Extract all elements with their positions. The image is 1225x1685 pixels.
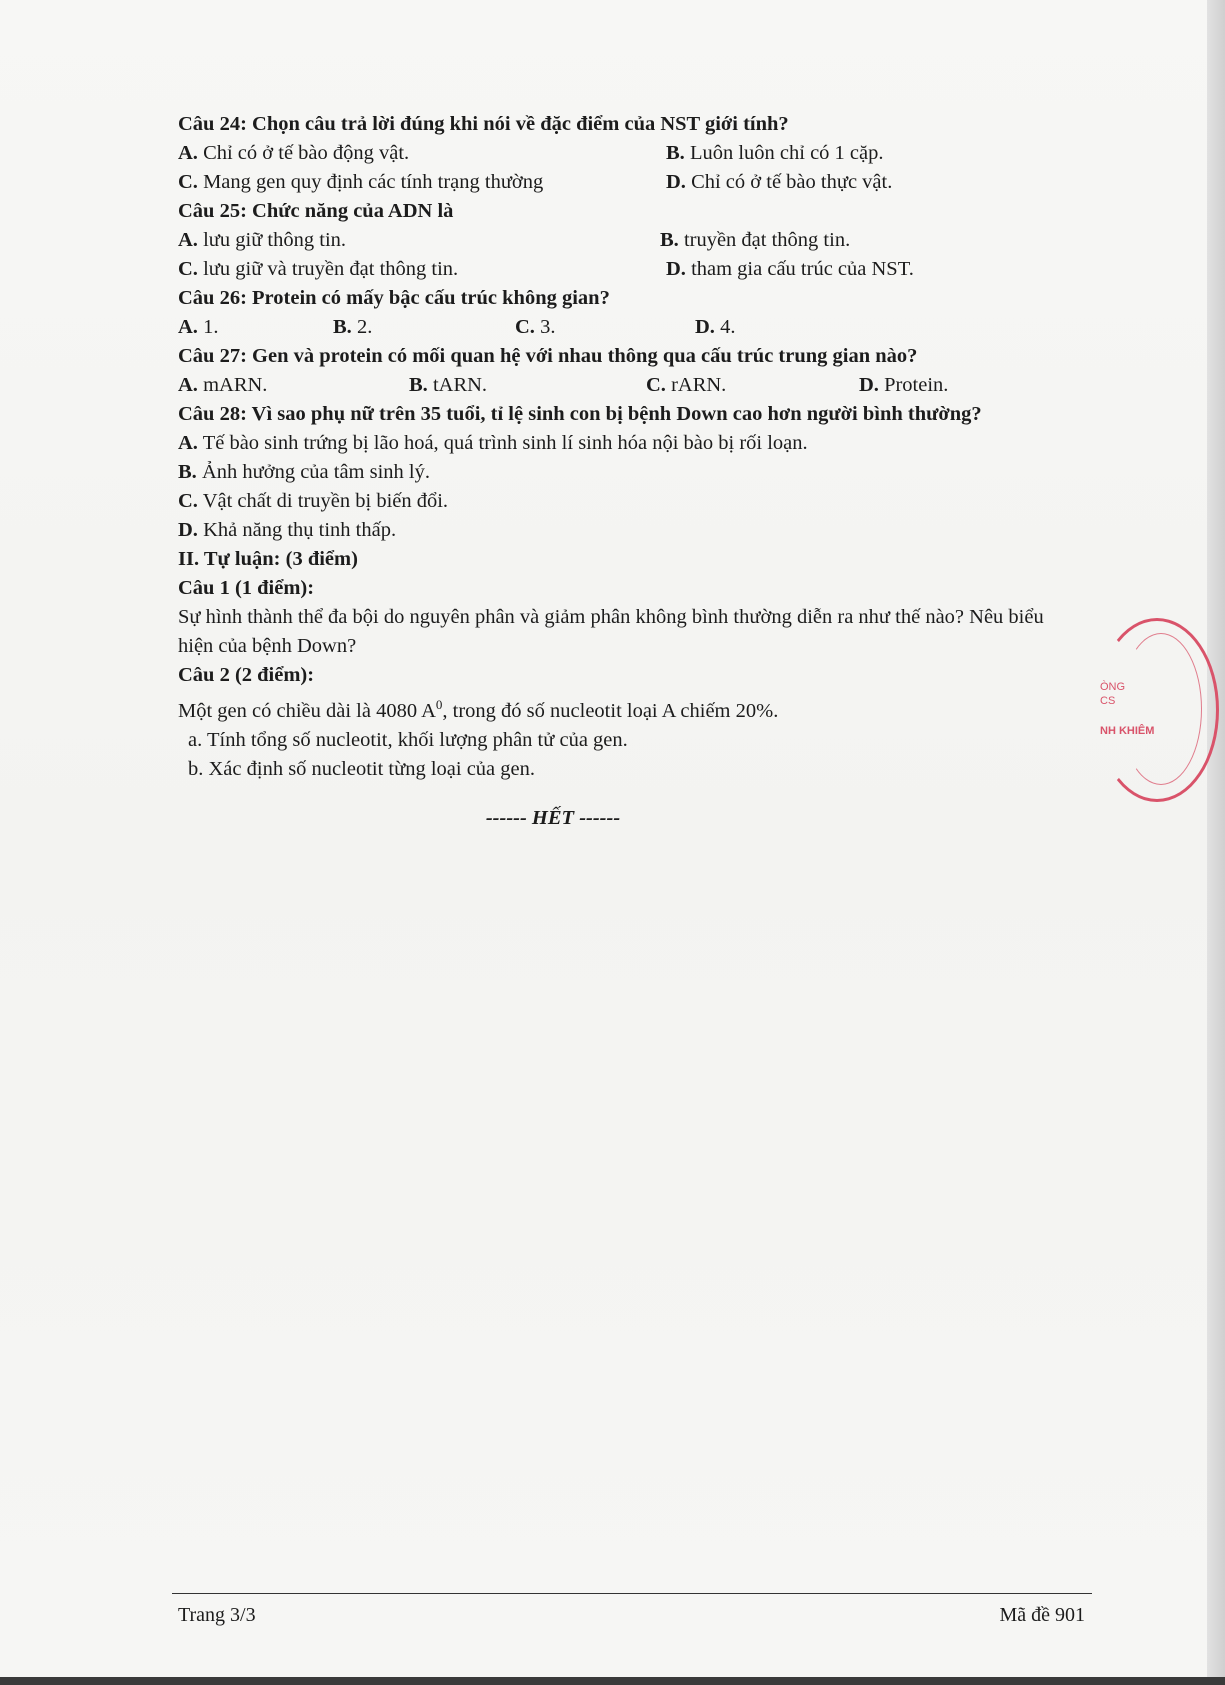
q28-option-b: B. Ảnh hưởng của tâm sinh lý. [178, 461, 430, 483]
question-25-row-1 [178, 226, 1093, 255]
essay-question-1-title: Câu 1 (1 điểm): [178, 577, 315, 599]
stamp-text-2: CS [1100, 695, 1116, 707]
q26-option-d: D. 4. [695, 316, 736, 338]
q28-option-d: D. Khả năng thụ tinh thấp. [178, 519, 397, 541]
exam-content [178, 110, 1093, 833]
question-24-row-2 [178, 168, 1093, 197]
question-24-row-1 [178, 139, 1093, 168]
q26-option-c: C. 3. [515, 316, 556, 338]
q27-option-a: A. mARN. [178, 374, 268, 396]
question-25-title: Câu 25: Chức năng của ADN là [178, 200, 454, 222]
q28-option-c: C. Vật chất di truyền bị biến đổi. [178, 490, 449, 512]
essay-question-2-part-a: a. Tính tổng số nucleotit, khối lượng phân tử của gen. [188, 728, 628, 751]
essay-question-2-text: Một gen có chiều dài là 4080 $A^0$, trong đó số nucleotit loại A chiếm 20%. [178, 697, 779, 722]
footer-page-number: Trang 3/3 [178, 1604, 256, 1626]
question-26-options [178, 313, 1093, 342]
q25-option-b: B. truyền đạt thông tin. [660, 229, 851, 251]
q27-option-c: C. rARN. [646, 374, 727, 396]
school-stamp [1095, 618, 1219, 802]
end-mark: ------ HẾT ------ [485, 806, 621, 829]
essay-question-1-text: Sự hình thành thể đa bội do nguyên phân và giảm phân không bình thường diễn ra như thế nào? Nêu biểu hiện của bệnh Down? [178, 606, 1044, 657]
scan-edge-bottom [0, 1677, 1225, 1685]
question-26-title: Câu 26: Protein có mấy bậc cấu trúc không gian? [178, 287, 610, 309]
q25-option-c: C. lưu giữ và truyền đạt thông tin. [178, 258, 459, 280]
q25-option-a: A. lưu giữ thông tin. [178, 229, 347, 251]
question-27-title: Câu 27: Gen và protein có mối quan hệ với nhau thông qua cấu trúc trung gian nào? [178, 345, 918, 367]
stamp-inner-ring [1120, 633, 1202, 785]
q26-option-a: A. 1. [178, 316, 219, 338]
q24-option-b: B. Luôn luôn chỉ có 1 cặp. [666, 142, 884, 164]
q24-option-d: D. Chỉ có ở tế bào thực vật. [666, 171, 893, 193]
question-24-title: Câu 24: Chọn câu trả lời đúng khi nói về đặc điểm của NST giới tính? [178, 113, 789, 135]
stamp-text-3: NH KHIÊM [1100, 725, 1155, 737]
question-25-row-2 [178, 255, 1093, 284]
q25-option-d: D. tham gia cấu trúc của NST. [666, 258, 914, 280]
essay-question-2-part-b: b. Xác định số nucleotit từng loại của gen. [188, 757, 535, 780]
q26-option-b: B. 2. [333, 316, 373, 338]
q28-option-a: A. Tế bào sinh trứng bị lão hoá, quá trình sinh lí sinh hóa nội bào bị rối loạn. [178, 432, 808, 454]
question-28-title: Câu 28: Vì sao phụ nữ trên 35 tuổi, tỉ lệ sinh con bị bệnh Down cao hơn người bình thường? [178, 403, 982, 425]
q24-option-c: C. Mang gen quy định các tính trạng thường [178, 171, 544, 193]
stamp-text-1: ÒNG [1100, 681, 1126, 693]
q27-option-d: D. Protein. [859, 374, 949, 396]
footer-divider [172, 1593, 1092, 1594]
scan-edge-right [1207, 0, 1225, 1685]
footer-exam-code: Mã đề 901 [999, 1604, 1085, 1626]
question-27-options [178, 371, 1093, 400]
q27-option-b: B. tARN. [409, 374, 488, 396]
q24-option-a: A. Chỉ có ở tế bào động vật. [178, 142, 410, 164]
essay-question-2-title: Câu 2 (2 điểm): [178, 664, 315, 686]
essay-heading: II. Tự luận: (3 điểm) [178, 548, 358, 570]
